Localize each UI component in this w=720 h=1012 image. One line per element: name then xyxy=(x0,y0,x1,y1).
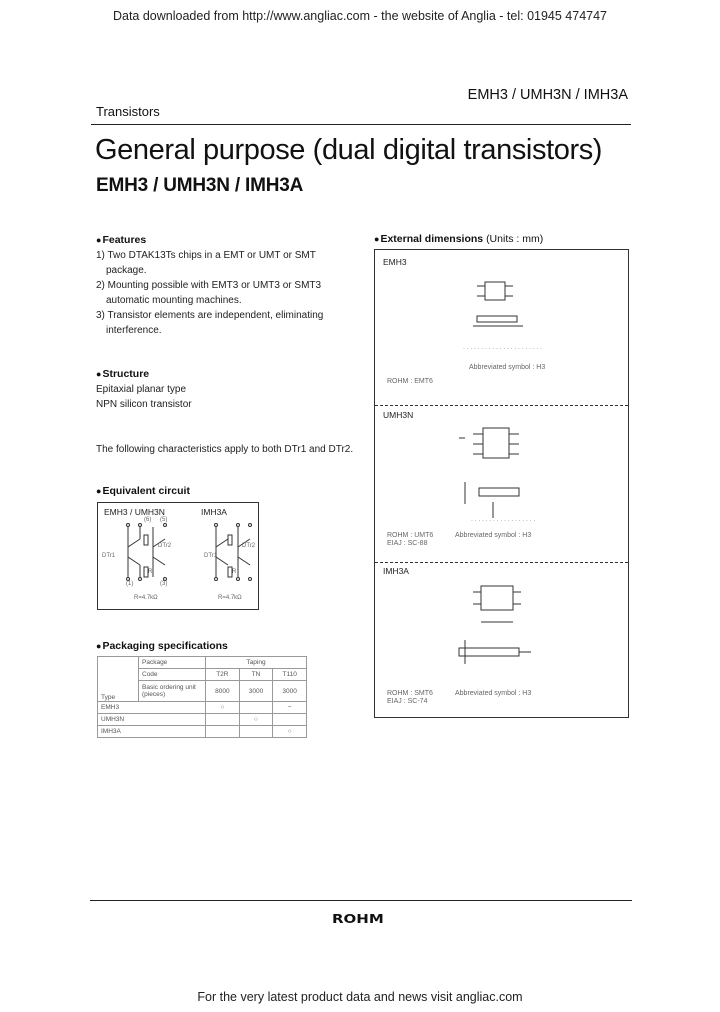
dimensions-box xyxy=(374,249,629,718)
emh3-note: · · · · · · · · · · · · · · · · · · · · · · xyxy=(463,346,542,352)
transistor-label: DTr1 xyxy=(102,553,116,559)
list-item: interference. xyxy=(106,325,162,336)
table-cell: Code xyxy=(139,669,206,681)
table-cell: 3000 xyxy=(273,681,307,702)
table-cell: IMH3A xyxy=(98,726,206,738)
table-cell: Type xyxy=(98,657,139,702)
table-row xyxy=(98,714,307,726)
header-divider xyxy=(91,124,631,125)
equivalent-circuit-diagram xyxy=(98,517,258,597)
bullet-icon: ● xyxy=(96,235,102,245)
resistor-label: R xyxy=(232,569,237,575)
page-subtitle: EMH3 / UMH3N / IMH3A xyxy=(96,175,304,196)
bullet-icon: ● xyxy=(374,234,380,244)
list-item: package. xyxy=(106,265,147,276)
imh3a-package-drawing xyxy=(455,580,565,676)
table-cell: UMH3N xyxy=(98,714,206,726)
table-cell: Package xyxy=(139,657,206,669)
table-cell: ○ xyxy=(206,702,240,714)
resistor-label: R xyxy=(148,569,153,575)
latest-data-notice: For the very latest product data and news visit angliac.com xyxy=(197,990,523,1004)
table-row xyxy=(98,726,307,738)
dimensions-heading: ●External dimensions (Units : mm) xyxy=(374,233,544,245)
download-notice: Data downloaded from http://www.angliac.com - the website of Anglia - tel: 01945 474747 xyxy=(112,9,608,23)
circuit-label-imh3a: IMH3A xyxy=(201,507,227,517)
emh3-package-drawing xyxy=(463,278,533,338)
table-cell xyxy=(239,726,273,738)
list-item: 2) Mounting possible with EMT3 or UMT3 or SMT3 xyxy=(96,280,322,291)
table-cell: ○ xyxy=(273,726,307,738)
umh3n-package-drawing xyxy=(455,424,555,524)
table-cell xyxy=(273,714,307,726)
category-label: Transistors xyxy=(96,104,160,119)
imh3a-symbol: Abbreviated symbol : H3 xyxy=(455,690,532,697)
transistor-label: DTr2 xyxy=(242,543,256,549)
imh3a-package: ROHM : SMT6 xyxy=(387,690,433,697)
table-cell: Taping xyxy=(206,657,307,669)
pin-label: (1) xyxy=(126,581,134,587)
structure-line: Epitaxial planar type xyxy=(96,384,187,395)
imh3a-eiaj: EIAJ : SC-74 xyxy=(387,698,428,705)
umh3n-label: UMH3N xyxy=(383,410,414,420)
packaging-table xyxy=(97,656,307,738)
page-title: General purpose (dual digital transistors) xyxy=(95,134,603,166)
table-cell: 3000 xyxy=(239,681,273,702)
table-row xyxy=(98,702,307,714)
bullet-icon: ● xyxy=(96,369,102,379)
umh3n-eiaj: EIAJ : SC-88 xyxy=(387,540,428,547)
section-divider xyxy=(375,405,628,406)
bullet-icon: ● xyxy=(96,486,102,496)
list-item: 3) Transistor elements are independent, eliminating xyxy=(96,310,324,321)
structure-line: NPN silicon transistor xyxy=(96,399,192,410)
table-cell: T110 xyxy=(273,669,307,681)
features-list xyxy=(96,248,336,338)
footer-divider xyxy=(90,900,632,901)
umh3n-package: ROHM : UMT6 xyxy=(387,532,434,539)
transistor-label: DTr1 xyxy=(204,553,218,559)
structure-text xyxy=(96,382,192,412)
table-cell xyxy=(206,726,240,738)
table-cell xyxy=(206,714,240,726)
table-cell: EMH3 xyxy=(98,702,206,714)
umh3n-symbol: Abbreviated symbol : H3 xyxy=(455,532,532,539)
table-cell: TN xyxy=(239,669,273,681)
section-divider xyxy=(375,562,628,563)
resistor-value: R=4.7kΩ xyxy=(134,595,158,601)
table-cell: 8000 xyxy=(206,681,240,702)
rohm-logo: ROHM xyxy=(332,911,384,927)
umh3n-note: · · · · · · · · · · · · · · · · · · xyxy=(471,518,536,524)
table-cell: − xyxy=(273,702,307,714)
resistor-value: R=4.7kΩ xyxy=(218,595,242,601)
dimensions-units: (Units : mm) xyxy=(486,233,544,245)
table-cell xyxy=(239,702,273,714)
structure-heading: ●Structure xyxy=(96,368,150,380)
series-header: EMH3 / UMH3N / IMH3A xyxy=(467,87,628,103)
transistor-label: DTr2 xyxy=(158,543,172,549)
emh3-symbol: Abbreviated symbol : H3 xyxy=(469,364,546,371)
packaging-heading: ●Packaging specifications xyxy=(96,640,228,652)
circuit-label-emh3-umh3n: EMH3 / UMH3N xyxy=(104,507,165,517)
table-cell: ○ xyxy=(239,714,273,726)
pin-label: (3) xyxy=(160,581,168,587)
list-item: 1) Two DTAK13Ts chips in a EMT or UMT or SMT xyxy=(96,250,316,261)
emh3-label: EMH3 xyxy=(383,257,407,267)
pin-label: (6) xyxy=(144,517,152,523)
equivalent-circuit-heading: ●Equivalent circuit xyxy=(96,485,190,497)
table-cell: T2R xyxy=(206,669,240,681)
characteristics-note: The following characteristics apply to both DTr1 and DTr2. xyxy=(96,444,354,455)
emh3-package: ROHM : EMT6 xyxy=(387,378,433,385)
table-cell: Basic ordering unit (pieces) xyxy=(139,681,206,702)
equivalent-circuit-box xyxy=(97,502,259,610)
list-item: automatic mounting machines. xyxy=(106,295,242,306)
bullet-icon: ● xyxy=(96,641,102,651)
pin-label: (5) xyxy=(160,517,168,523)
imh3a-label: IMH3A xyxy=(383,566,409,576)
features-heading: ●Features xyxy=(96,234,147,246)
